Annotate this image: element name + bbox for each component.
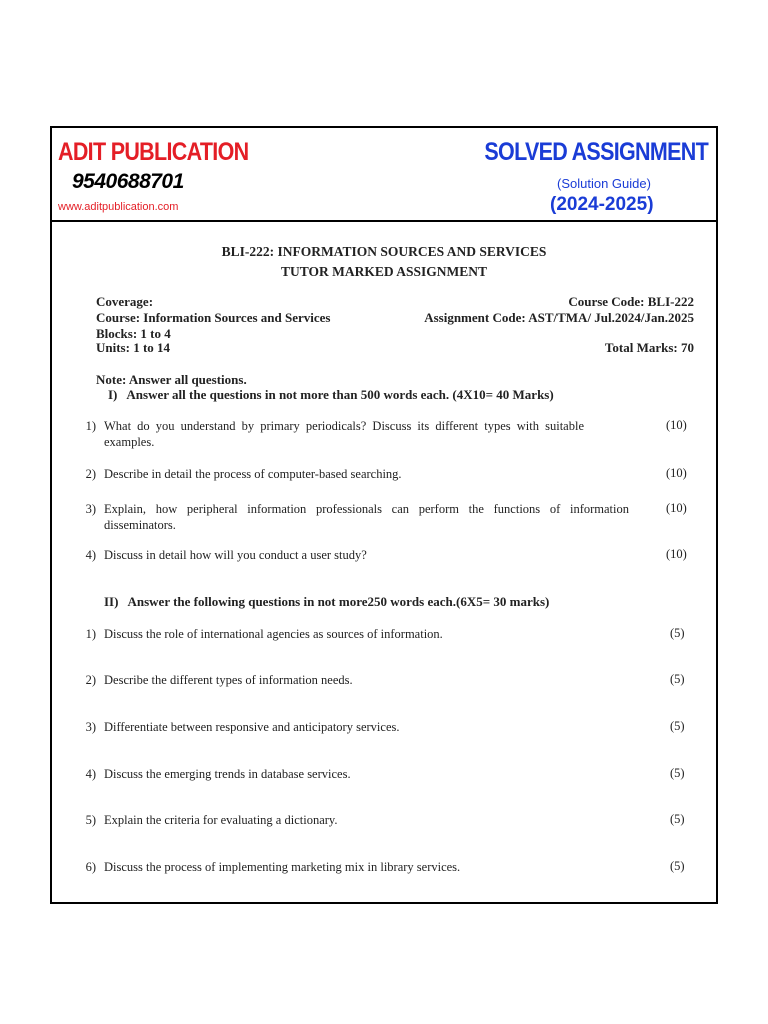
units-range: Units: 1 to 14 bbox=[96, 340, 171, 355]
website-link[interactable]: www.aditpublication.com bbox=[58, 201, 179, 213]
question-text: Discuss the role of international agencies as sources of information. bbox=[104, 627, 443, 641]
question-text: Explain, how peripheral information professionals can perform the functions of information disseminators. bbox=[104, 502, 629, 532]
question-marks: (5) bbox=[670, 812, 685, 826]
question-text: Discuss in detail how will you conduct a user study? bbox=[104, 548, 367, 562]
question-text: Describe the different types of information needs. bbox=[104, 673, 353, 687]
coverage-label: Coverage: bbox=[96, 294, 154, 309]
question-number: 2) bbox=[85, 673, 96, 687]
course-code: Course Code: BLI-222 bbox=[568, 294, 694, 309]
course-title: BLI-222: INFORMATION SOURCES AND SERVICES bbox=[221, 244, 547, 259]
question-number: 5) bbox=[85, 813, 96, 827]
course-name: Course: Information Sources and Services bbox=[96, 310, 331, 325]
assignment-page bbox=[50, 126, 718, 904]
question-text: Discuss the process of implementing marketing mix in library services. bbox=[104, 860, 461, 874]
question-number: 4) bbox=[85, 548, 96, 562]
total-marks: Total Marks: 70 bbox=[604, 340, 694, 355]
question-item bbox=[85, 859, 664, 875]
question-number: 1) bbox=[85, 419, 96, 433]
instruction-note: Note: Answer all questions. bbox=[96, 372, 247, 387]
question-number: 2) bbox=[85, 467, 96, 481]
question-marks: (10) bbox=[666, 547, 687, 561]
solved-assignment-title: SOLVED ASSIGNMENT bbox=[484, 138, 708, 166]
blocks-range: Blocks: 1 to 4 bbox=[96, 326, 171, 341]
question-number: 3) bbox=[85, 502, 96, 516]
question-marks: (5) bbox=[670, 672, 685, 686]
question-number: 6) bbox=[85, 860, 96, 874]
session-years: (2024-2025) bbox=[550, 194, 654, 215]
question-marks: (5) bbox=[670, 859, 685, 873]
question-number: 4) bbox=[85, 767, 96, 781]
question-text: Describe in detail the process of computer-based searching. bbox=[104, 467, 402, 481]
question-text: Explain the criteria for evaluating a dictionary. bbox=[104, 813, 338, 827]
phone-number: 9540688701 bbox=[72, 170, 184, 193]
question-text: What do you understand by primary periodicals? Discuss its different types with suitable examples. bbox=[104, 419, 584, 449]
question-item bbox=[85, 418, 664, 450]
question-marks: (5) bbox=[670, 766, 685, 780]
question-item bbox=[85, 719, 664, 735]
question-item bbox=[85, 501, 664, 533]
question-marks: (5) bbox=[670, 626, 685, 640]
question-marks: (10) bbox=[666, 501, 687, 515]
question-item bbox=[85, 812, 664, 828]
assignment-code: Assignment Code: AST/TMA/ Jul.2024/Jan.2025 bbox=[424, 310, 694, 325]
question-item bbox=[85, 626, 664, 642]
question-marks: (10) bbox=[666, 418, 687, 432]
question-item bbox=[85, 466, 664, 482]
question-item bbox=[85, 547, 664, 563]
section-1-heading: I) Answer all the questions in not more than 500 words each. (4X10= 40 Marks) bbox=[108, 387, 554, 402]
question-text: Differentiate between responsive and anticipatory services. bbox=[104, 720, 400, 734]
question-item bbox=[85, 672, 664, 688]
section-2-heading: II) Answer the following questions in not more250 words each.(6X5= 30 marks) bbox=[104, 594, 550, 609]
solution-guide-label: (Solution Guide) bbox=[557, 176, 651, 191]
question-marks: (10) bbox=[666, 466, 687, 480]
question-number: 1) bbox=[85, 627, 96, 641]
brand-name: ADIT PUBLICATION bbox=[58, 138, 249, 166]
question-item bbox=[85, 766, 664, 782]
publisher-header bbox=[52, 128, 716, 222]
question-text: Discuss the emerging trends in database services. bbox=[104, 767, 351, 781]
assignment-type-title: TUTOR MARKED ASSIGNMENT bbox=[280, 264, 488, 279]
question-number: 3) bbox=[85, 720, 96, 734]
question-marks: (5) bbox=[670, 719, 685, 733]
